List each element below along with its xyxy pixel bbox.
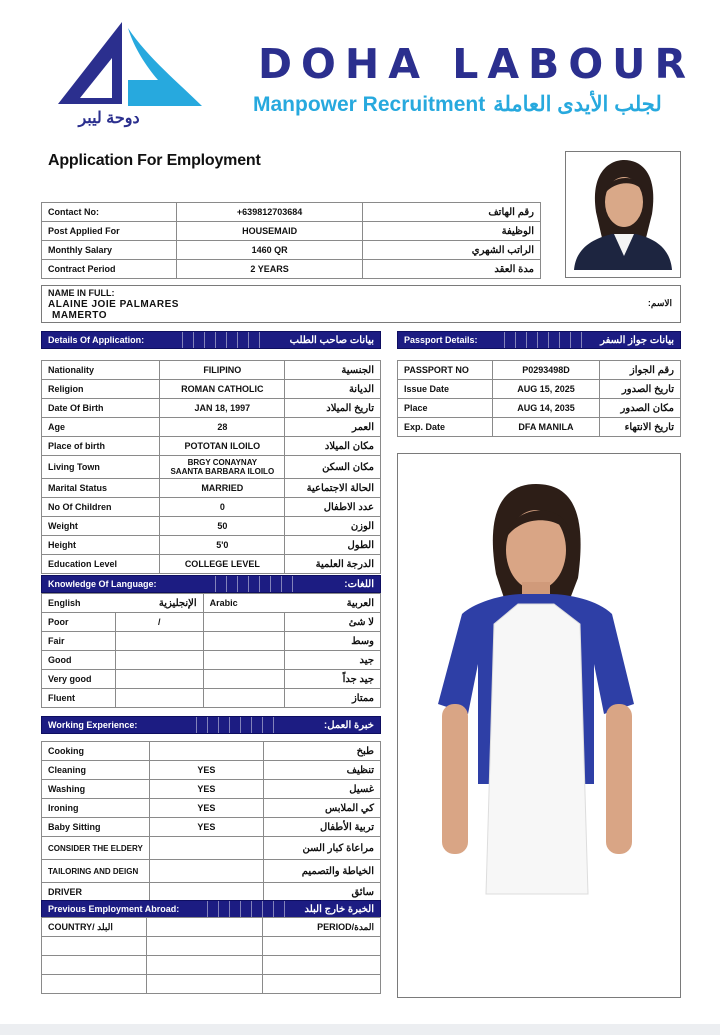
field-label-arabic: مراعاة كبار السن xyxy=(264,837,381,860)
field-label: Exp. Date xyxy=(398,418,493,437)
blank-cell xyxy=(146,937,262,956)
table-row xyxy=(42,742,381,761)
field-label-arabic: مكان السكن xyxy=(285,456,381,479)
name-line-1: ALAINE JOIE PALMARES xyxy=(48,299,179,310)
field-label-arabic: الطول xyxy=(285,536,381,555)
table-row xyxy=(42,632,381,651)
field-label: No Of Children xyxy=(42,498,160,517)
field-value: MARRIED xyxy=(160,479,285,498)
arabic-level-mark xyxy=(203,689,285,708)
table-row xyxy=(42,437,381,456)
table-row xyxy=(42,456,381,479)
brand-subtitle-ar: لجلب الأيدى العاملة xyxy=(493,93,662,116)
work-header-ar: خبرة العمل: xyxy=(323,719,374,731)
table-row xyxy=(42,651,381,670)
field-label-arabic: العمر xyxy=(285,418,381,437)
field-value: 2 YEARS xyxy=(176,260,363,279)
table-row xyxy=(42,241,541,260)
brand-subtitle xyxy=(253,92,662,117)
field-label-arabic: مكان الصدور xyxy=(600,399,681,418)
applicant-photo-full xyxy=(397,453,681,998)
country-cell xyxy=(42,937,147,956)
field-label: DRIVER xyxy=(42,883,150,902)
table-row xyxy=(42,479,381,498)
table-row xyxy=(398,399,681,418)
table-row xyxy=(42,203,541,222)
field-value: AUG 15, 2025 xyxy=(492,380,599,399)
field-value: 5'0 xyxy=(160,536,285,555)
passport-header-ar: بيانات جواز السفر xyxy=(600,334,674,346)
table-row xyxy=(42,555,381,574)
table-row xyxy=(42,222,541,241)
field-value: YES xyxy=(149,761,263,780)
field-label-arabic: تاريخ الانتهاء xyxy=(600,418,681,437)
field-label: Place of birth xyxy=(42,437,160,456)
table-row xyxy=(42,361,381,380)
language-header-en: Knowledge Of Language: xyxy=(48,579,157,589)
arabic-level-mark xyxy=(203,632,285,651)
table-row xyxy=(42,956,381,975)
field-label: Baby Sitting xyxy=(42,818,150,837)
level-label-arabic: جيد xyxy=(285,651,381,670)
field-label-arabic: الجنسية xyxy=(285,361,381,380)
field-label-arabic: الوظيفة xyxy=(363,222,541,241)
field-value: DFA MANILA xyxy=(492,418,599,437)
logo-arabic-text: دوحة ليبر xyxy=(78,110,140,127)
column-english: English xyxy=(42,594,116,613)
work-header-en: Working Experience: xyxy=(48,720,138,730)
english-level-mark xyxy=(115,670,203,689)
column-blank xyxy=(146,918,262,937)
previous-header-en: Previous Employment Abroad: xyxy=(48,904,180,914)
header-decoration xyxy=(197,901,287,917)
name-line-2: MAMERTO xyxy=(52,310,107,321)
field-value: POTOTAN ILOILO xyxy=(160,437,285,456)
header-decoration xyxy=(186,717,276,733)
table-row xyxy=(42,689,381,708)
table-row xyxy=(42,883,381,902)
language-table xyxy=(41,593,381,708)
field-label: Education Level xyxy=(42,555,160,574)
passport-header-bar xyxy=(397,331,681,349)
table-row xyxy=(398,380,681,399)
field-value: JAN 18, 1997 xyxy=(160,399,285,418)
table-row xyxy=(42,937,381,956)
field-label: Nationality xyxy=(42,361,160,380)
english-level-mark xyxy=(115,651,203,670)
field-value: 50 xyxy=(160,517,285,536)
level-label: Very good xyxy=(42,670,116,689)
field-label-arabic: الوزن xyxy=(285,517,381,536)
table-row xyxy=(42,860,381,883)
field-value: 28 xyxy=(160,418,285,437)
passport-header-en: Passport Details: xyxy=(404,335,478,345)
portrait-photo-icon xyxy=(566,152,680,277)
field-label: Weight xyxy=(42,517,160,536)
period-cell xyxy=(263,956,381,975)
field-label-arabic: كي الملابس xyxy=(264,799,381,818)
country-cell xyxy=(42,956,147,975)
field-label: Washing xyxy=(42,780,150,799)
details-header-en: Details Of Application: xyxy=(48,335,145,345)
applicant-photo-small xyxy=(565,151,681,278)
country-cell xyxy=(42,975,147,994)
table-row xyxy=(42,536,381,555)
table-row xyxy=(42,837,381,860)
table-row xyxy=(42,975,381,994)
field-label: Height xyxy=(42,536,160,555)
field-value: +639812703684 xyxy=(176,203,363,222)
field-label-arabic: تاريخ الميلاد xyxy=(285,399,381,418)
field-label-arabic: الراتب الشهري xyxy=(363,241,541,260)
page-title: Application For Employment xyxy=(48,152,261,169)
field-value-line: BRGY CONAYNAY xyxy=(187,458,258,467)
field-value: YES xyxy=(149,818,263,837)
field-label: CONSIDER THE ELDERY xyxy=(42,837,150,860)
field-value xyxy=(149,837,263,860)
field-value xyxy=(149,860,263,883)
field-label: Post Applied For xyxy=(42,222,177,241)
level-label-arabic: وسط xyxy=(285,632,381,651)
table-row xyxy=(42,780,381,799)
field-label: Monthly Salary xyxy=(42,241,177,260)
header-decoration xyxy=(494,332,584,348)
field-value: YES xyxy=(149,780,263,799)
arabic-level-mark xyxy=(203,613,285,632)
field-label: Religion xyxy=(42,380,160,399)
language-header-ar: اللغات: xyxy=(344,578,374,590)
field-label: Contract Period xyxy=(42,260,177,279)
field-label: Marital Status xyxy=(42,479,160,498)
column-arabic-arabic: العربية xyxy=(285,594,381,613)
full-body-photo-icon xyxy=(398,454,680,997)
level-label-arabic: ممتاز xyxy=(285,689,381,708)
name-label-arabic: الاسم: xyxy=(647,298,672,308)
field-label: Contact No: xyxy=(42,203,177,222)
header-decoration xyxy=(205,576,295,592)
previous-header-ar: الخبرة خارج البلد xyxy=(304,903,374,915)
level-label-arabic: جيد جداً xyxy=(285,670,381,689)
passport-table xyxy=(397,360,681,437)
field-value: COLLEGE LEVEL xyxy=(160,555,285,574)
field-value xyxy=(149,742,263,761)
table-row xyxy=(42,818,381,837)
field-label-arabic: مكان الميلاد xyxy=(285,437,381,456)
full-name-box xyxy=(41,285,681,323)
table-row xyxy=(42,613,381,632)
field-label: Ironing xyxy=(42,799,150,818)
field-label: Place xyxy=(398,399,493,418)
field-label-arabic: سائق xyxy=(264,883,381,902)
table-row xyxy=(42,418,381,437)
column-arabic: Arabic xyxy=(203,594,285,613)
field-value: 0 xyxy=(160,498,285,517)
field-label: Date Of Birth xyxy=(42,399,160,418)
column-period: PERIOD/المدة xyxy=(263,918,381,937)
work-experience-table xyxy=(41,741,381,902)
brand-title: DOHA LABOUR xyxy=(258,40,696,88)
language-header-row xyxy=(42,594,381,613)
field-label: Cooking xyxy=(42,742,150,761)
table-row xyxy=(42,498,381,517)
field-label-arabic: الديانة xyxy=(285,380,381,399)
field-label-arabic: تنظيف xyxy=(264,761,381,780)
field-value: YES xyxy=(149,799,263,818)
name-label: NAME IN FULL: xyxy=(48,288,115,298)
table-row xyxy=(42,761,381,780)
field-value xyxy=(160,456,285,479)
previous-employment-table xyxy=(41,917,381,994)
field-label-arabic: غسيل xyxy=(264,780,381,799)
period-cell xyxy=(263,975,381,994)
level-label: Fair xyxy=(42,632,116,651)
page-bottom-strip xyxy=(0,1024,720,1035)
field-value-line: SAANTA BARBARA ILOILO xyxy=(170,467,275,476)
contact-table xyxy=(41,202,541,279)
details-header-ar: بيانات صاحب الطلب xyxy=(289,334,374,346)
table-row xyxy=(398,418,681,437)
field-label: Age xyxy=(42,418,160,437)
field-label-arabic: تربية الأطفال xyxy=(264,818,381,837)
brand-subtitle-en: Manpower Recruitment xyxy=(253,93,486,116)
table-row xyxy=(398,361,681,380)
field-label-arabic: مدة العقد xyxy=(363,260,541,279)
field-label: Cleaning xyxy=(42,761,150,780)
field-label-arabic: طبخ xyxy=(264,742,381,761)
level-label: Fluent xyxy=(42,689,116,708)
field-value: 1460 QR xyxy=(176,241,363,260)
field-label-arabic: الخياطة والتصميم xyxy=(264,860,381,883)
field-label-arabic: الدرجة العلمية xyxy=(285,555,381,574)
field-label: PASSPORT NO xyxy=(398,361,493,380)
table-row xyxy=(42,399,381,418)
details-table xyxy=(41,360,381,574)
field-label-arabic: تاريخ الصدور xyxy=(600,380,681,399)
field-value: AUG 14, 2035 xyxy=(492,399,599,418)
work-header-bar xyxy=(41,716,381,734)
header-decoration xyxy=(172,332,262,348)
table-row xyxy=(42,799,381,818)
arabic-level-mark xyxy=(203,651,285,670)
field-label-arabic: رقم الجواز xyxy=(600,361,681,380)
details-header-bar xyxy=(41,331,381,349)
column-country: COUNTRY/ البلد xyxy=(42,918,147,937)
level-label: Poor xyxy=(42,613,116,632)
field-label: TAILORING AND DEIGN xyxy=(42,860,150,883)
period-cell xyxy=(263,937,381,956)
arabic-level-mark xyxy=(203,670,285,689)
field-label: Living Town xyxy=(42,456,160,479)
table-row xyxy=(42,670,381,689)
previous-header-row xyxy=(42,918,381,937)
previous-employment-header-bar xyxy=(41,900,381,918)
field-value: ROMAN CATHOLIC xyxy=(160,380,285,399)
field-label-arabic: الحالة الاجتماعية xyxy=(285,479,381,498)
field-label-arabic: رقم الهاتف xyxy=(363,203,541,222)
field-label: Issue Date xyxy=(398,380,493,399)
blank-cell xyxy=(146,975,262,994)
field-value xyxy=(149,883,263,902)
english-level-mark: / xyxy=(115,613,203,632)
table-row xyxy=(42,260,541,279)
field-value: HOUSEMAID xyxy=(176,222,363,241)
language-header-bar xyxy=(41,575,381,593)
table-row xyxy=(42,517,381,536)
field-label-arabic: عدد الاطفال xyxy=(285,498,381,517)
blank-cell xyxy=(146,956,262,975)
table-row xyxy=(42,380,381,399)
english-level-mark xyxy=(115,689,203,708)
column-english-arabic: الإنجليزية xyxy=(115,594,203,613)
company-logo xyxy=(50,18,210,130)
level-label: Good xyxy=(42,651,116,670)
field-value: FILIPINO xyxy=(160,361,285,380)
level-label-arabic: لا شئ xyxy=(285,613,381,632)
english-level-mark xyxy=(115,632,203,651)
field-value: P0293498D xyxy=(492,361,599,380)
